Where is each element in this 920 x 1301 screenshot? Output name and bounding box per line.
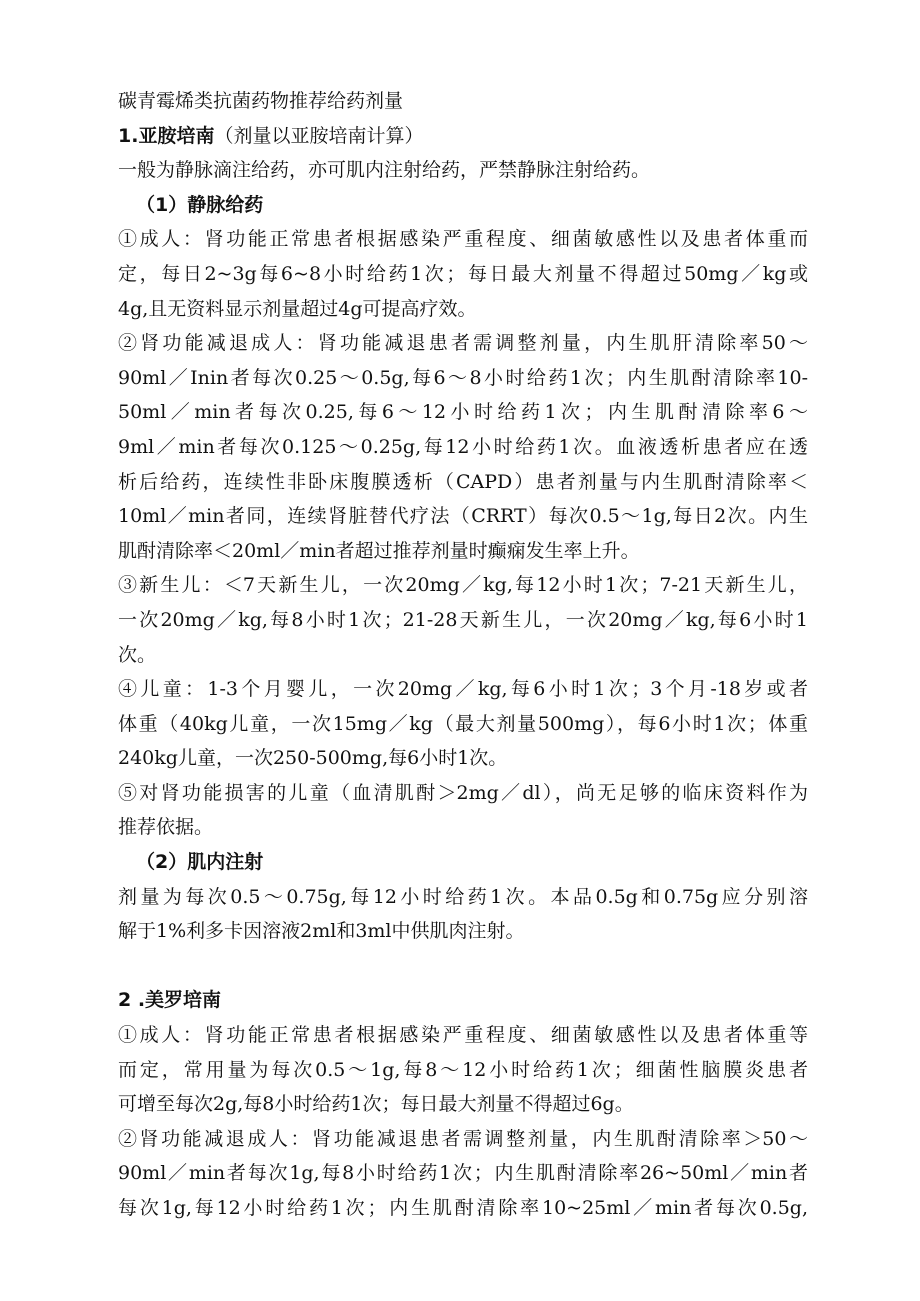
text-line: ③新生儿：＜7天新生儿，一次20mg／kg,每12小时1次；7-21天新生儿， <box>118 574 808 597</box>
text-line: 90ml／Inin者每次0.25～0.5g,每6～8小时给药1次；内生肌酎清除率10- <box>118 366 808 389</box>
text-line: 10ml／min者同，连续肾脏替代疗法（CRRT）每次0.5～1g,每日2次。内生 <box>118 505 808 528</box>
text-line: 肌酎清除率＜20ml／min者超过推荐剂量时癫痫发生率上升。 <box>118 539 640 562</box>
text-line: ①成人：肾功能正常患者根据感染严重程度、细菌敏感性以及患者体重等 <box>118 1024 808 1047</box>
text-line: ②肾功能减退成人：肾功能减退患者需调整剂量，内生肌肝清除率50～ <box>118 332 808 355</box>
text-line: 每次1g,每12小时给药1次；内生肌酎清除率10~25ml／min者每次0.5g, <box>118 1197 808 1219</box>
text-line: 9ml／min者每次0.125～0.25g,每12小时给药1次。血液透析患者应在透 <box>118 435 808 458</box>
section2-heading: 2 .美罗培南 <box>118 989 222 1012</box>
text-line: 而定，常用量为每次0.5～1g,每8～12小时给药1次；细菌性脑膜炎患者 <box>118 1058 808 1081</box>
section1-intro: 一般为静脉滴注给药，亦可肌内注射给药，严禁静脉注射给药。 <box>118 159 651 182</box>
section1-sub1-heading: （1）静脉给药 <box>136 193 264 216</box>
text-line: 50ml／min者每次0.25,每6～12小时给药1次；内生肌酎清除率6～ <box>118 401 808 424</box>
text-line: 定，每日2~3g每6~8小时给药1次；每日最大剂量不得超过50mg／kg或 <box>118 262 808 285</box>
text-line: 一次20mg／kg,每8小时1次；21-28天新生儿，一次20mg／kg,每6小时1 <box>118 608 808 631</box>
text-line: 240kg儿童，一次250-500mg,每6小时1次。 <box>118 747 508 770</box>
paragraph-gap <box>118 949 808 984</box>
text-line: 剂量为每次0.5～0.75g,每12小时给药1次。本品0.5g和0.75g应分别溶 <box>118 885 808 908</box>
text-line: ①成人：肾功能正常患者根据感染严重程度、细菌敏感性以及患者体重而 <box>118 228 808 251</box>
text-line: ④儿童：1-3个月婴儿，一次20mg／kg,每6小时1次；3个月-18岁或者 <box>118 678 808 701</box>
document-title: 碳青霉烯类抗菌药物推荐给药剂量 <box>118 90 404 112</box>
section1-heading-bold: 1.亚胺培南 <box>118 124 215 147</box>
text-line: 4g,且无资料显示剂量超过4g可提高疗效。 <box>118 297 477 320</box>
document-page <box>118 84 808 1226</box>
section1-heading-note: （剂量以亚胺培南计算） <box>214 124 424 147</box>
text-line: ⑤对肾功能损害的儿童（血清肌酎＞2mg／dl），尚无足够的临床资料作为 <box>118 781 808 804</box>
text-line: 可增至每次2g,每8小时给药1次；每日最大剂量不得超过6g。 <box>118 1093 634 1116</box>
text-line: 解于1%利多卡因溶液2ml和3ml中供肌肉注射。 <box>118 920 525 943</box>
text-line: 体重（40kg儿童，一次15mg／kg（最大剂量500mg），每6小时1次；体重 <box>118 712 808 735</box>
text-line: 次。 <box>118 643 157 666</box>
text-line: 析后给药，连续性非卧床腹膜透析（CAPD）患者剂量与内生肌酎清除率＜ <box>118 470 808 493</box>
text-line: ②肾功能减退成人：肾功能减退患者需调整剂量，内生肌酎清除率＞50～ <box>118 1127 808 1150</box>
section1-sub2-heading: （2）肌内注射 <box>136 851 264 874</box>
section1-heading <box>118 119 808 154</box>
text-line: 90ml／min者每次1g,每8小时给药1次；内生肌酎清除率26~50ml／min者 <box>118 1162 808 1185</box>
text-line: 推荐依据。 <box>118 816 214 839</box>
